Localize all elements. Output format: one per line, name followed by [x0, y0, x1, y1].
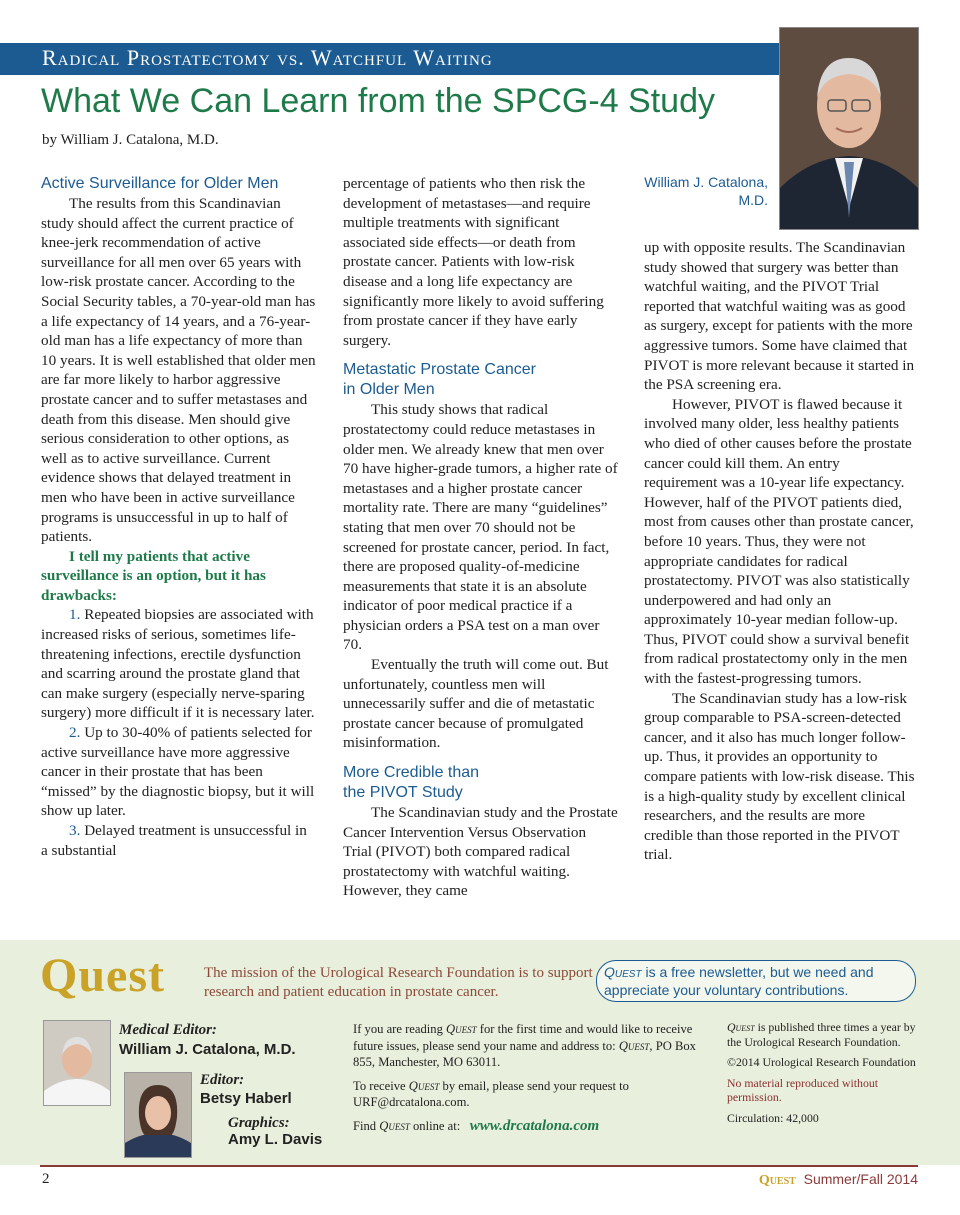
byline: by William J. Catalona, M.D. [42, 132, 219, 148]
list-item [41, 821, 316, 860]
paragraph: percentage of patients who then risk the development of metastases—and require multiple treatments with significant associated side effects—or death from prostate cancer. Patients with low-risk disease and a long life expectancy are significantly more likely to avoid suffering from prostate cancer if they have early surgery. [343, 175, 604, 349]
copyright: ©2014 Urological Research Foundation [727, 1055, 916, 1069]
mission-statement: The mission of the Urological Research Foundation is to support research and patient education in prostate cancer. [204, 965, 593, 1000]
list-text: Repeated biopsies are associated with increased risks of serious, sometimes life-threatening infections, erectile dysfunction and scarring around the prostate gland that can make surgery (especially nerve-sparing surgery) more difficult if it is necessary later. [41, 606, 315, 722]
medical-editor-photo [43, 1020, 111, 1106]
quest-wordmark: Quest [379, 1118, 410, 1133]
text: online at: [409, 1118, 461, 1133]
article-column-1 [41, 174, 316, 860]
editor-photo [124, 1072, 192, 1158]
paragraph: The results from this Scandinavian study should affect the current practice of knee-jerk recommendation of active surveillance for all men over 65 years with low-risk prostate cancer. According to the Social Security tables, a 70-year-old man has a life expectancy of 14 years, and a 76-year-old man has a life expectancy of more than 10 years. It is well established that older men are far more likely to harbor aggressive prostate cancer and to suffer metastases and death from this disease. Men should give serious consideration to other options, as well as to active surveillance. Current evidence shows that delayed treatment in men who have been in active surveillance programs is unsuccessful in up to half of patients. [41, 195, 316, 546]
medical-editor-name: William J. Catalona, M.D. [119, 1041, 296, 1058]
quest-wordmark: Quest [408, 1078, 440, 1093]
quest-wordmark: Quest [618, 1038, 650, 1053]
publication-paragraph [727, 1020, 917, 1049]
article-title: What We Can Learn from the SPCG-4 Study [41, 82, 715, 120]
list-text: Delayed treatment is unsuccessful in a substantial [41, 822, 307, 859]
heading-line: Metastatic Prostate Cancer [343, 361, 536, 379]
text: for the first time and would like to receive future issues, please send your name and address to: [353, 1022, 693, 1053]
subscription-info [353, 1021, 703, 1141]
author-portrait-illustration [780, 28, 918, 229]
article-column-2 [343, 174, 618, 901]
author-photo [779, 27, 919, 230]
subscription-paragraph [353, 1021, 703, 1071]
contribution-message: is a free newsletter, but we need and appreciate your voluntary contributions. [604, 964, 874, 998]
medical-editor-label: Medical Editor: [119, 1022, 217, 1038]
text: To receive [353, 1078, 409, 1093]
quest-wordmark: Quest [727, 1020, 755, 1034]
quest-wordmark: Quest [604, 964, 642, 980]
photo-caption: William J. Catalona, M.D. [644, 174, 768, 208]
paragraph: However, PIVOT is flawed because it involved many older, less healthy patients who died of other causes before the prostate cancer could kill them. An entry requirement was a 10-year life expectancy. However, half of the PIVOT patients died, most from causes other than prostate cancer, before 10 years. Thus, they were not appropriate candidates for radical prostatectomy. PIVOT was also statistically underpowered and had only an approximately 10-year median follow-up. Thus, PIVOT could show a survival benefit from radical prostatectomy only in the men with the fastest-progressing tumors. [644, 395, 914, 688]
text: If you are reading [353, 1022, 447, 1036]
text: is published three times a year by the Urological Research Foundation. [727, 1020, 916, 1049]
quest-wordmark: Quest [446, 1022, 477, 1036]
email-text: by email, please send your request to URF@drcatalona.com. [353, 1078, 629, 1109]
graphics-label: Graphics: [228, 1115, 290, 1131]
callout: I tell my patients that active surveillance is an option, but it has drawbacks: [41, 547, 266, 604]
heading-line: the PIVOT Study [343, 784, 463, 802]
heading-active-surveillance: Active Surveillance for Older Men [41, 175, 279, 192]
website-link[interactable]: www.drcatalona.com [469, 1117, 600, 1134]
quest-logo: Quest [40, 949, 165, 1002]
list-text: Up to 30-40% of patients selected for active surveillance have more aggressive cancer in their prostate that has been “missed” by the diagnostic biopsy, but it will show up later. [41, 724, 315, 820]
heading-more-credible [343, 763, 618, 803]
publication-info [727, 1020, 917, 1131]
issue-label [759, 1171, 918, 1189]
footer-rule [40, 1165, 918, 1167]
reproduction-notice: No material reproduced without permission. [727, 1075, 879, 1104]
editor-name: Betsy Haberl [200, 1090, 292, 1107]
page-number: 2 [42, 1171, 50, 1187]
contribution-text [604, 963, 910, 999]
heading-line: in Older Men [343, 381, 435, 399]
article-column-3 [644, 238, 916, 865]
list-number: 2. [69, 724, 81, 742]
list-number: 3. [69, 822, 81, 839]
editor-portrait-illustration [125, 1073, 191, 1157]
email-paragraph [353, 1078, 703, 1111]
paragraph: Eventually the truth will come out. But unfortunately, countless men will unnecessarily suffer and die of metastatic prostate cancer because of promulgated misinformation. [343, 656, 609, 752]
text: Find [353, 1118, 380, 1133]
paragraph: The Scandinavian study has a low-risk group comparable to PSA-screen-detected cancer, and it also has much longer follow-up. Thus, it provides an opportunity to compare patients with low-risk disease. This is a high-quality study by excellent clinical researchers, and the results are more credible than those reported in the PIVOT trial. [644, 689, 915, 864]
heading-metastatic [343, 360, 618, 400]
issue-date: Summer/Fall 2014 [803, 1171, 918, 1187]
medical-editor-portrait-illustration [44, 1021, 110, 1105]
section-banner-title: Radical Prostatectomy vs. Watchful Waiting [42, 45, 493, 70]
paragraph: The Scandinavian study and the Prostate Cancer Intervention Versus Observation Trial (PIVOT) both compared radical prostatectomy with watchful waiting. However, they came [343, 804, 618, 900]
list-number: 1. [69, 606, 81, 624]
heading-line: More Credible than [343, 764, 480, 782]
list-item [41, 605, 316, 723]
paragraph: up with opposite results. The Scandinavian study showed that surgery was better than watchful waiting, and the PIVOT Trial reported that watchful waiting was as good as surgery, except for patients with the more aggressive tumors. Some have claimed that PIVOT is more relevant because it started in the PSA screening era. [644, 239, 915, 394]
mailing-address: , PO Box 855, Manchester, MO 63011. [353, 1038, 696, 1069]
list-item [41, 723, 316, 821]
graphics-name: Amy L. Davis [228, 1131, 323, 1148]
online-paragraph [353, 1118, 703, 1135]
quest-wordmark: Quest [758, 1173, 796, 1188]
editor-label: Editor: [200, 1072, 245, 1088]
circulation: Circulation: 42,000 [727, 1110, 819, 1125]
paragraph: This study shows that radical prostatectomy could reduce metastases in older men. We already knew that men over 70 have higher-grade tumors, a higher rate of metastases and a higher prostate cancer mortality rate. There are many “guidelines” stating that men over 70 should not be screened for prostate cancer, period. In fact, there are proposed quality-of-medicine measurements that state it is an absolute indicator of poor medical practice if a physician orders a PSA test on a man over 70. [343, 401, 618, 654]
